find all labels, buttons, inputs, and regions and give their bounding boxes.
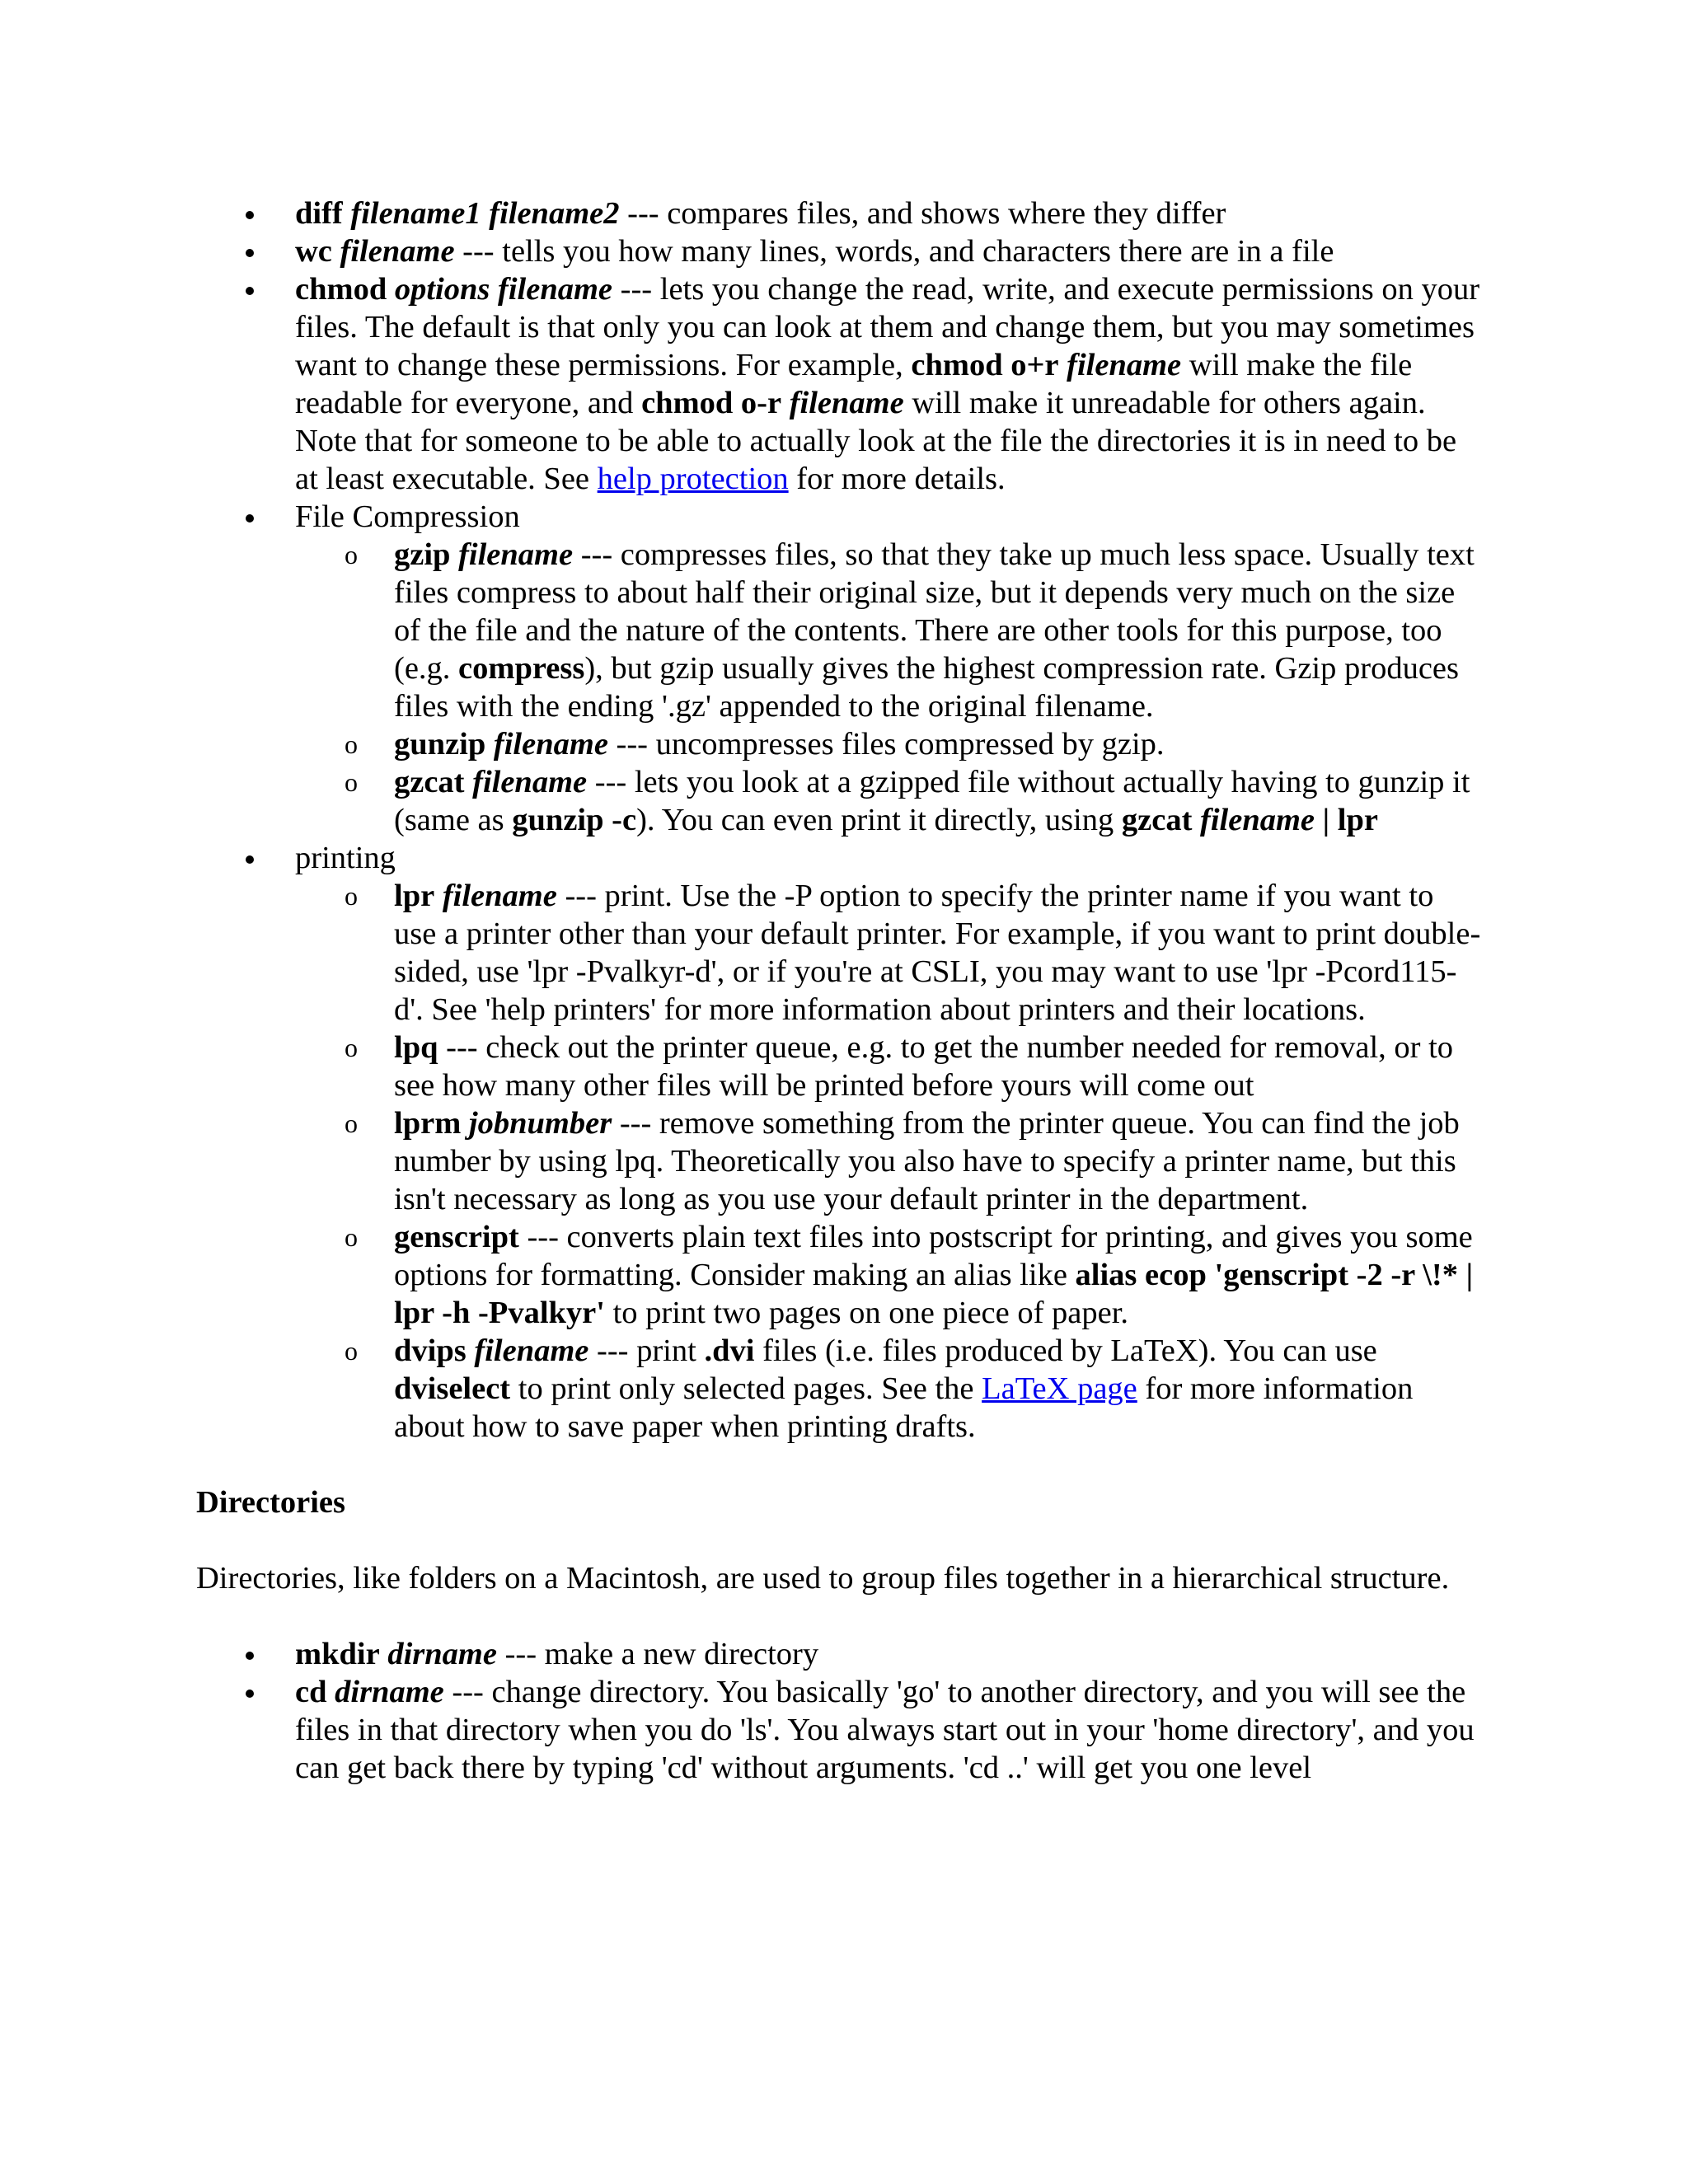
sub-item-lpr: o lpr filename --- print. Use the -P option to specify the printer name if you want to use a printer other than your default printer. For example, if you want to print double-sided, use 'lpr -Pvalkyr-d', or if you're at CSLI, you may want to use 'lpr -Pcord115-d'. See 'help printers' for more information about printers and their locations. <box>345 879 1481 1027</box>
sub-item-lpq: o lpq --- check out the printer queue, e.g. to get the number needed for removal, or to see how many other files will be printed before yours will come out <box>345 1030 1454 1103</box>
sub-item-genscript: o genscript --- converts plain text files into postscript for printing, and gives you some options for formatting. Consider making an alias like alias ecop 'genscript -2 -r \!* | lpr -h -Pvalkyr' to print two pages on one piece of paper. <box>345 1220 1474 1330</box>
list-item-diff: diff filename1 filename2 --- compares files, and shows where they differ <box>295 196 1226 231</box>
sub-bullet: o <box>345 767 358 797</box>
compression-sublist <box>295 536 1482 839</box>
directories-intro: Directories, like folders on a Macintosh, are used to group files together in a hierarchical structure. <box>196 1561 1450 1596</box>
printing-sublist <box>295 877 1482 1446</box>
sub-bullet: o <box>345 1108 358 1138</box>
help-protection-link[interactable]: help protection <box>597 462 789 496</box>
document-content <box>196 194 1482 1787</box>
list-item-chmod: chmod options filename --- lets you change the read, write, and execute permissions on your files. The default is that only you can look at them and change them, but you may sometimes want to change these permissions. For example, chmod o+r filename will make the file readable for everyone, and chmod o-r filename will make it unreadable for others again. Note that for someone to be able to actually look at the file the directories it is in need to be at least executable. See help protection for more details. <box>295 272 1480 496</box>
list-item-file-compression: File Compression o gzip filename --- compresses files, so that they take up much less space. Usually text files compress to about half their original size, but it depends very much on the size of the file and the nature of the contents. There are other tools for this purpose, too (e.g. compress), but gzip usually gives the highest compression rate. Gzip produces files with the ending '.gz' appended to the original filename. o gunzip filename --- uncompresses files compressed by gzip. o gzcat filename --- lets you look at a gzipped file without actually having to gunzip it (same as gunzip -c). You can even print it directly, using gzcat filename | lpr <box>196 498 1482 839</box>
list-item-cd: cd dirname --- change directory. You basically 'go' to another directory, and you will see the files in that directory when you do 'ls'. You always start out in your 'home directory', and you can get back there by typing 'cd' without arguments. 'cd ..' will get you one level <box>295 1675 1475 1785</box>
list-item-printing: printing o lpr filename --- print. Use the -P option to specify the printer name if you want to use a printer other than your default printer. For example, if you want to print double-sided, use 'lpr -Pvalkyr-d', or if you're at CSLI, you may want to use 'lpr -Pcord115-d'. See 'help printers' for more information about printers and their locations. o lpq --- check out the printer queue, e.g. to get the number needed for removal, or to see how many other files will be printed before yours will come out o lprm jobnumber --- remove something from the printer queue. You can find the job number by using lpq. Theoretically you also have to specify a printer name, but this isn't necessary as long as you use your default printer in the department. o genscript --- converts plain text files into postscript for printing, and gives you some options for formatting. Consider making an alias like alias ecop 'genscript -2 -r \!* | lpr -h -Pvalkyr' to print two pages on one piece of paper. o dvips filename --- print .dvi files (i.e. files produced by LaTeX). You can use dviselect to print only selected pages. See the LaTeX page for more information about how to save paper when printing drafts. <box>295 841 1481 1444</box>
sub-item-gzip: o gzip filename --- compresses files, so that they take up much less space. Usually text files compress to about half their original size, but it depends very much on the size of the file and the nature of the contents. There are other tools for this purpose, too (e.g. compress), but gzip usually gives the highest compression rate. Gzip produces files with the ending '.gz' appended to the original filename. <box>345 537 1475 724</box>
sub-bullet: o <box>345 540 358 569</box>
sub-bullet: o <box>345 1336 358 1366</box>
command-list <box>196 194 1482 1446</box>
sub-item-dvips: o dvips filename --- print .dvi files (i.e. files produced by LaTeX). You can use dviselect to print only selected pages. See the LaTeX page for more information about how to save paper when printing drafts. <box>345 1333 1414 1444</box>
latex-page-link[interactable]: LaTeX page <box>982 1371 1137 1406</box>
sub-item-lprm: o lprm jobnumber --- remove something from the printer queue. You can find the job number by using lpq. Theoretically you also have to specify a printer name, but this isn't necessary as long as you use your default printer in the department. <box>345 1106 1460 1216</box>
directory-command-list <box>196 1635 1482 1787</box>
sub-item-gzcat: o gzcat filename --- lets you look at a gzipped file without actually having to gunzip it (same as gunzip -c). You can even print it directly, using gzcat filename | lpr <box>345 765 1470 837</box>
sub-bullet: o <box>345 729 358 759</box>
sub-bullet: o <box>345 881 358 911</box>
list-item-wc: wc filename --- tells you how many lines, words, and characters there are in a file <box>295 234 1334 269</box>
sub-bullet: o <box>345 1222 358 1252</box>
list-item-mkdir: mkdir dirname --- make a new directory <box>295 1637 819 1671</box>
section-heading-directories: Directories <box>196 1485 345 1520</box>
sub-item-gunzip: o gunzip filename --- uncompresses files compressed by gzip. <box>345 727 1165 762</box>
sub-bullet: o <box>345 1033 358 1062</box>
